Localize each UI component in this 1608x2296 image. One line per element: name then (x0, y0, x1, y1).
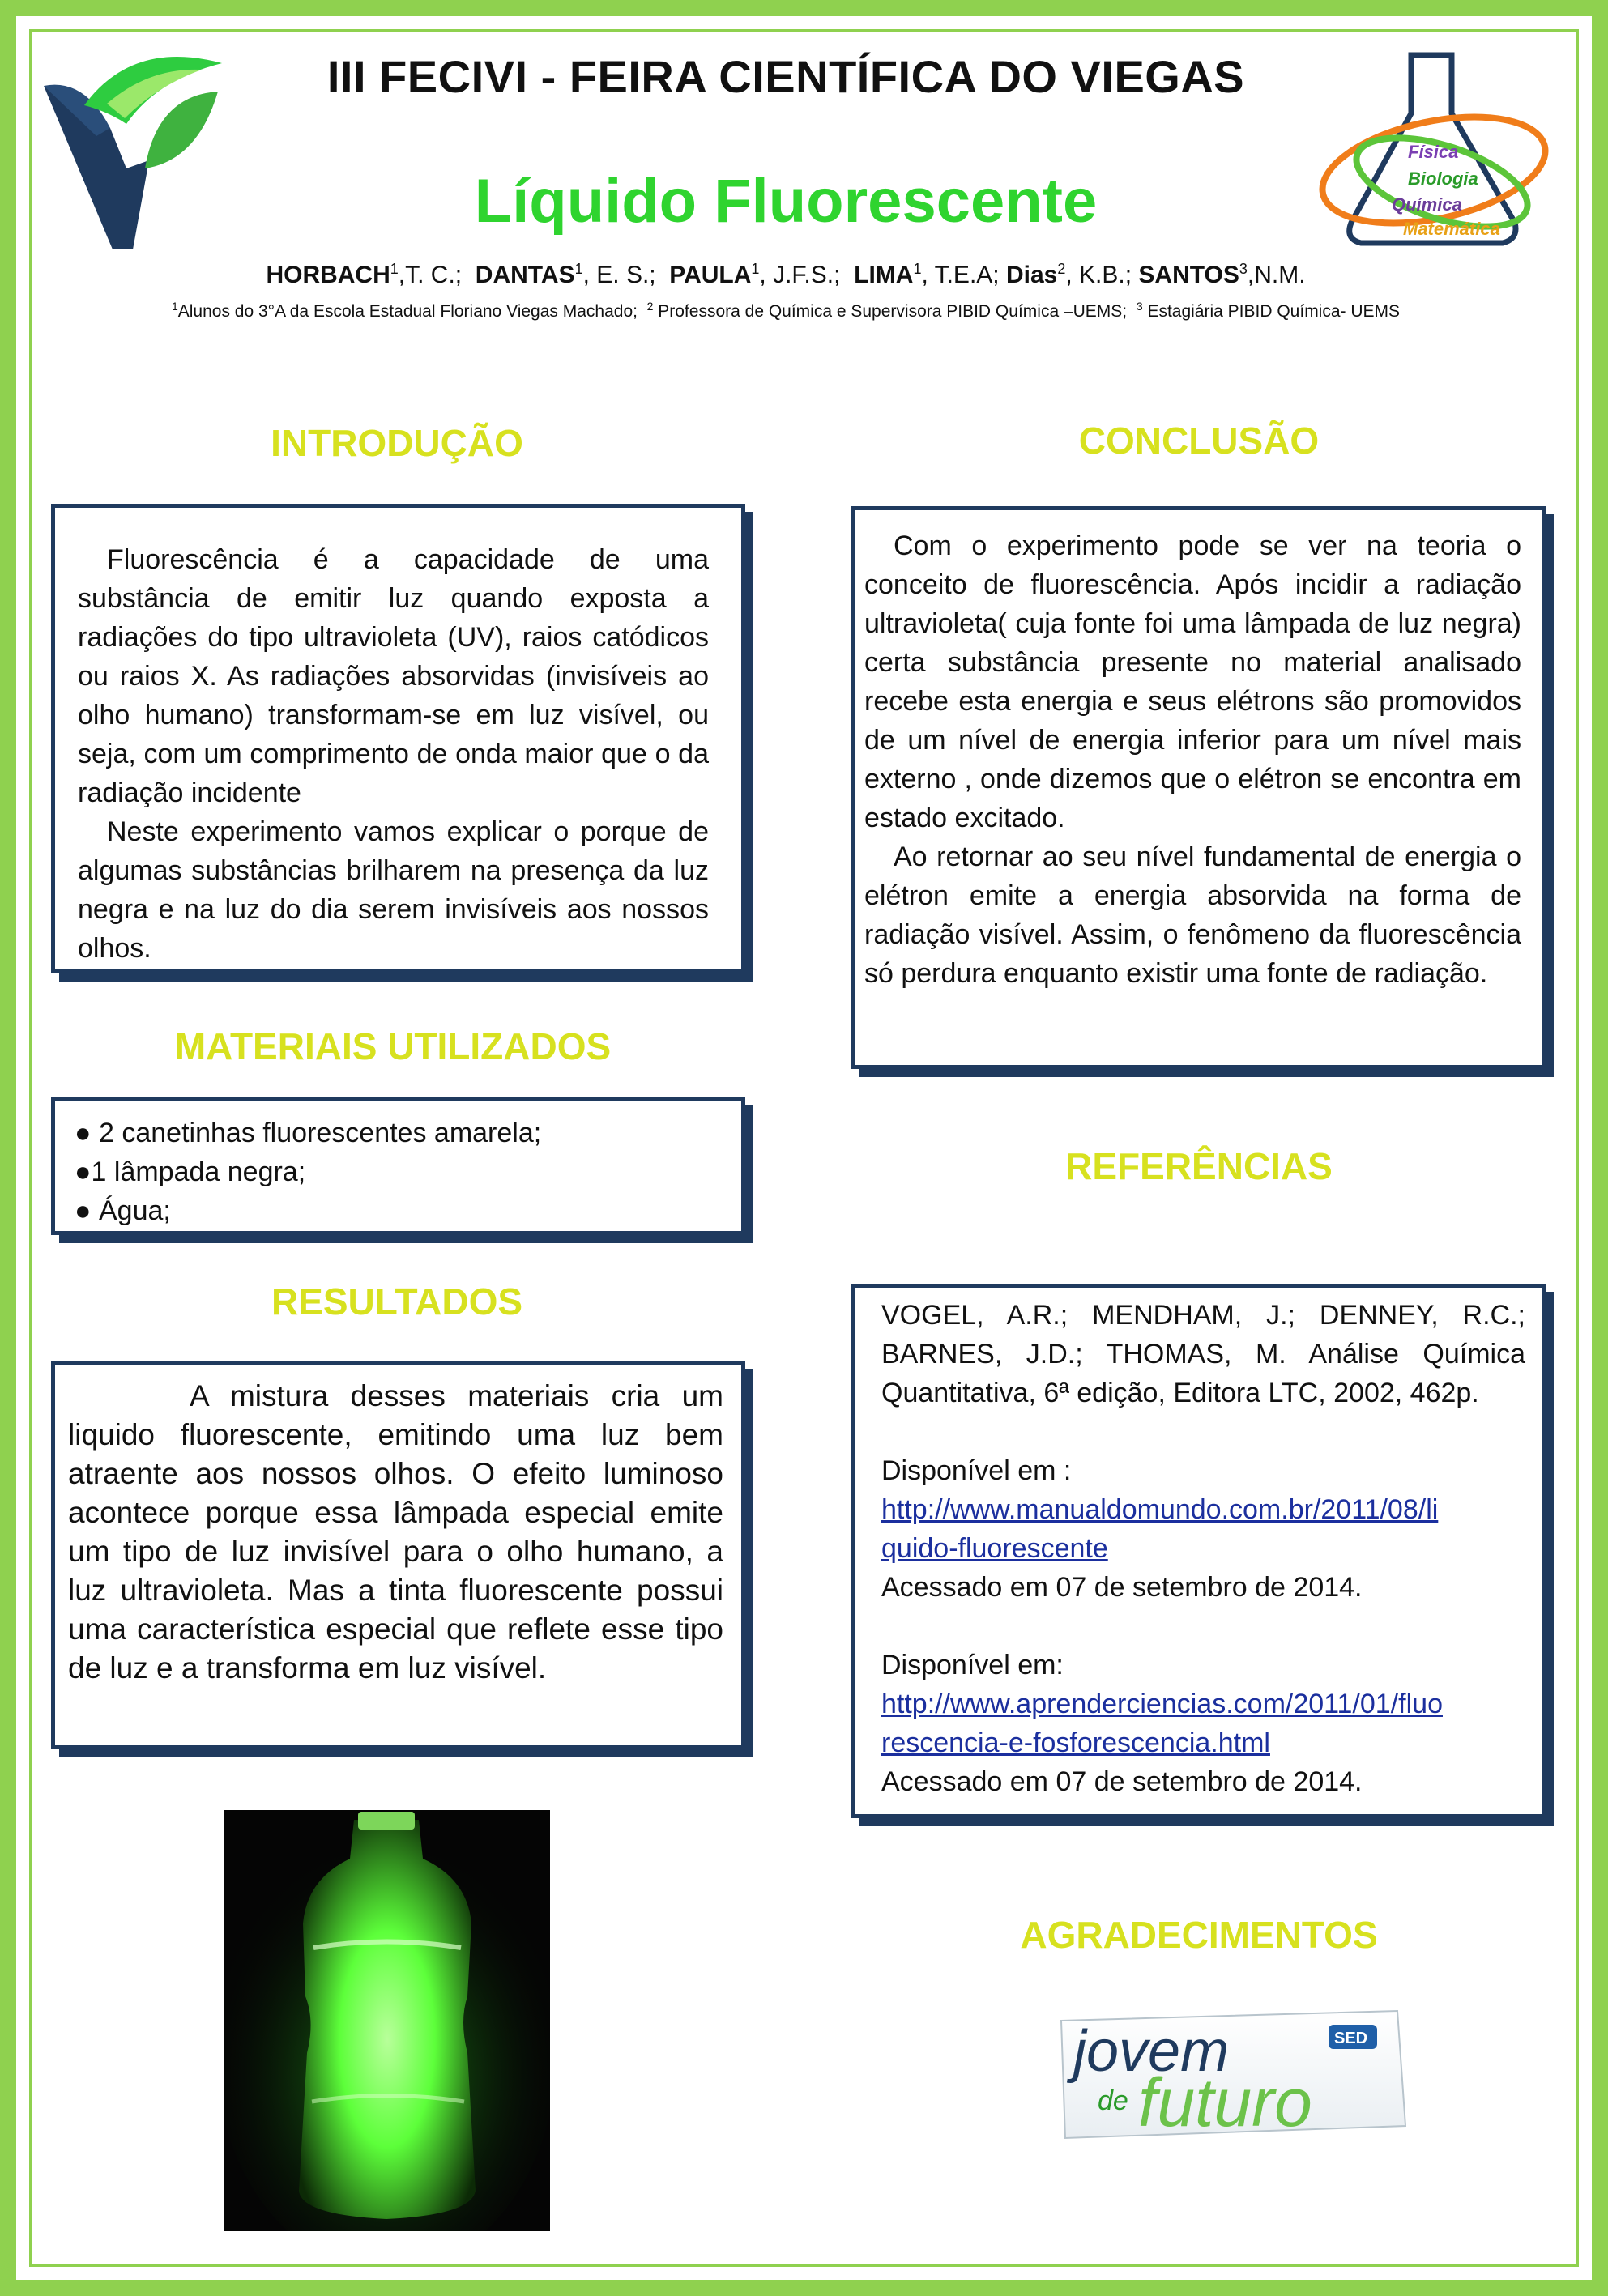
references-box (851, 1284, 1546, 1818)
conclusion-heading: CONCLUSÃO (1078, 420, 1320, 462)
conclusion-paragraph: Com o experimento pode se ver na teoria o conceito de fluorescência. Após incidir a radiação ultravioleta( cuja fonte foi uma lâmpada de luz negra) certa substância presente no material analisado recebe esta energia e seus elétrons são promovidos de um nível de energia inferior para um nível mais externo , onde dizemos que o elétron se encontra em estado excitado. (864, 530, 1521, 833)
author-surname: SANTOS (1138, 262, 1239, 288)
intro-text (78, 540, 709, 968)
reference-link-1-line2[interactable]: quido-fluorescente (881, 1533, 1108, 1564)
intro-box (51, 504, 745, 973)
bottle-illustration (224, 1810, 550, 2231)
reference-link-1-line1[interactable]: http://www.manualdomundo.com.br/2011/08/li (881, 1494, 1439, 1525)
spacer (881, 1412, 1525, 1451)
materials-heading: MATERIAIS UTILIZADOS (174, 1025, 612, 1067)
reference-link-2[interactable] (881, 1685, 1525, 1723)
reference-label: Disponível em: (881, 1650, 1064, 1680)
results-text: A mistura desses materiais cria um liquido fluorescente, emitindo uma luz bem atraente aos nossos olhos. O efeito luminoso acontece porque essa lâmpada especial emite um tipo de luz invisível para o olho humano, a luz ultravioleta. Mas a tinta fluorescente possui uma característica especial que reflete esse tipo de luz e a transforma em luz visível. (68, 1379, 723, 1685)
references-heading: REFERÊNCIAS (1065, 1145, 1333, 1187)
affiliations-line: $^1$Alunos do 3°A da Escola Estadual Floriano Viegas Machado; $^2$ Professora de Química e Supervisora PIBID Química –UEMS; $^3$ Estagiária PIBID Química- UEMS (171, 300, 1401, 321)
science-flask-logo (1312, 49, 1555, 259)
author-surname: Dias (1005, 262, 1058, 288)
author-surname: HORBACH (266, 262, 390, 288)
reference-link-2-line1[interactable]: http://www.aprenderciencias.com/2011/01/fluo (881, 1689, 1443, 1719)
reference-link-2-cont[interactable] (881, 1723, 1525, 1762)
reference-link-1[interactable] (881, 1490, 1525, 1529)
intro-heading: INTRODUÇÃO (271, 422, 523, 464)
logo-sed-badge: SED (1334, 2030, 1368, 2047)
conclusion-text (864, 526, 1521, 993)
intro-paragraph: Neste experimento vamos explicar o porque de algumas substâncias brilharem na presença da luz negra e na luz do dia serem invisíveis aos nossos olhos. (78, 816, 709, 964)
spacer (881, 1607, 1525, 1646)
materials-list (75, 1114, 725, 1230)
intro-paragraph: Fluorescência é a capacidade de uma substância de emitir luz quando exposta a radiações do tipo ultravioleta (UV), raios catódicos ou raios X. As radiações absorvidas (invisíveis ao olho humano) transformam-se em luz visível, ou seja, com um comprimento de onda maior que o da radiação incidente (78, 544, 709, 808)
author-surname: LIMA (854, 262, 914, 288)
materials-box (51, 1097, 745, 1235)
reference-access-date: Acessado em 07 de setembro de 2014. (881, 1572, 1363, 1603)
reference-link-1-cont[interactable] (881, 1529, 1525, 1568)
event-title: III FECIVI - FEIRA CIENTÍFICA DO VIEGAS (326, 51, 1245, 102)
logo-de-word: de (1098, 2085, 1128, 2116)
main-title: Líquido Fluorescente (474, 167, 1098, 236)
jovem-de-futuro-logo (1041, 2004, 1414, 2142)
reference-label: Disponível em : (881, 1455, 1072, 1486)
logo-jovem-word: jovem (1073, 2019, 1230, 2084)
list-item: ● 2 canetinhas fluorescentes amarela; (75, 1118, 542, 1148)
logo-word-quimica: Química (1392, 194, 1462, 215)
author-surname: PAULA (669, 262, 752, 288)
reference-link-2-line2[interactable]: rescencia-e-fosforescencia.html (881, 1727, 1270, 1758)
reference-item: VOGEL, A.R.; MENDHAM, J.; DENNEY, R.C.; BARNES, J.D.; THOMAS, M. Análise Química Quantitativa, 6ª edição, Editora LTC, 2002, 462p. (881, 1300, 1525, 1408)
acknowledgements-heading: AGRADECIMENTOS (1020, 1914, 1378, 1956)
fluorescent-bottle-photo (224, 1810, 550, 2231)
author-surname: DANTAS (475, 262, 575, 288)
logo-word-matematica: Matemática (1403, 219, 1500, 239)
fecivi-logo (36, 47, 230, 253)
authors-line: HORBACH$^1$,T. C.; DANTAS$^1$, E. S.; PAULA$^1$, J.F.S.; LIMA$^1$, T.E.A; Dias$^2$, K.B.; SANTOS$^3$,N.M. (266, 261, 1306, 288)
list-item: ● Água; (75, 1195, 171, 1226)
reference-access-date: Acessado em 07 de setembro de 2014. (881, 1766, 1363, 1797)
list-item: ●1 lâmpada negra; (75, 1157, 306, 1187)
logo-word-fisica: Física (1408, 142, 1459, 162)
logo-word-biologia: Biologia (1408, 168, 1478, 189)
results-heading: RESULTADOS (271, 1280, 523, 1323)
results-box (51, 1361, 745, 1749)
conclusion-box (851, 506, 1546, 1069)
references-text (881, 1296, 1525, 1801)
logo-futuro-word: futuro (1138, 2064, 1312, 2141)
conclusion-paragraph: Ao retornar ao seu nível fundamental de energia o elétron emite a energia absorvida na forma de radiação visível. Assim, o fenômeno da fluorescência só perdura enquanto existir uma fonte de radiação. (864, 841, 1521, 989)
